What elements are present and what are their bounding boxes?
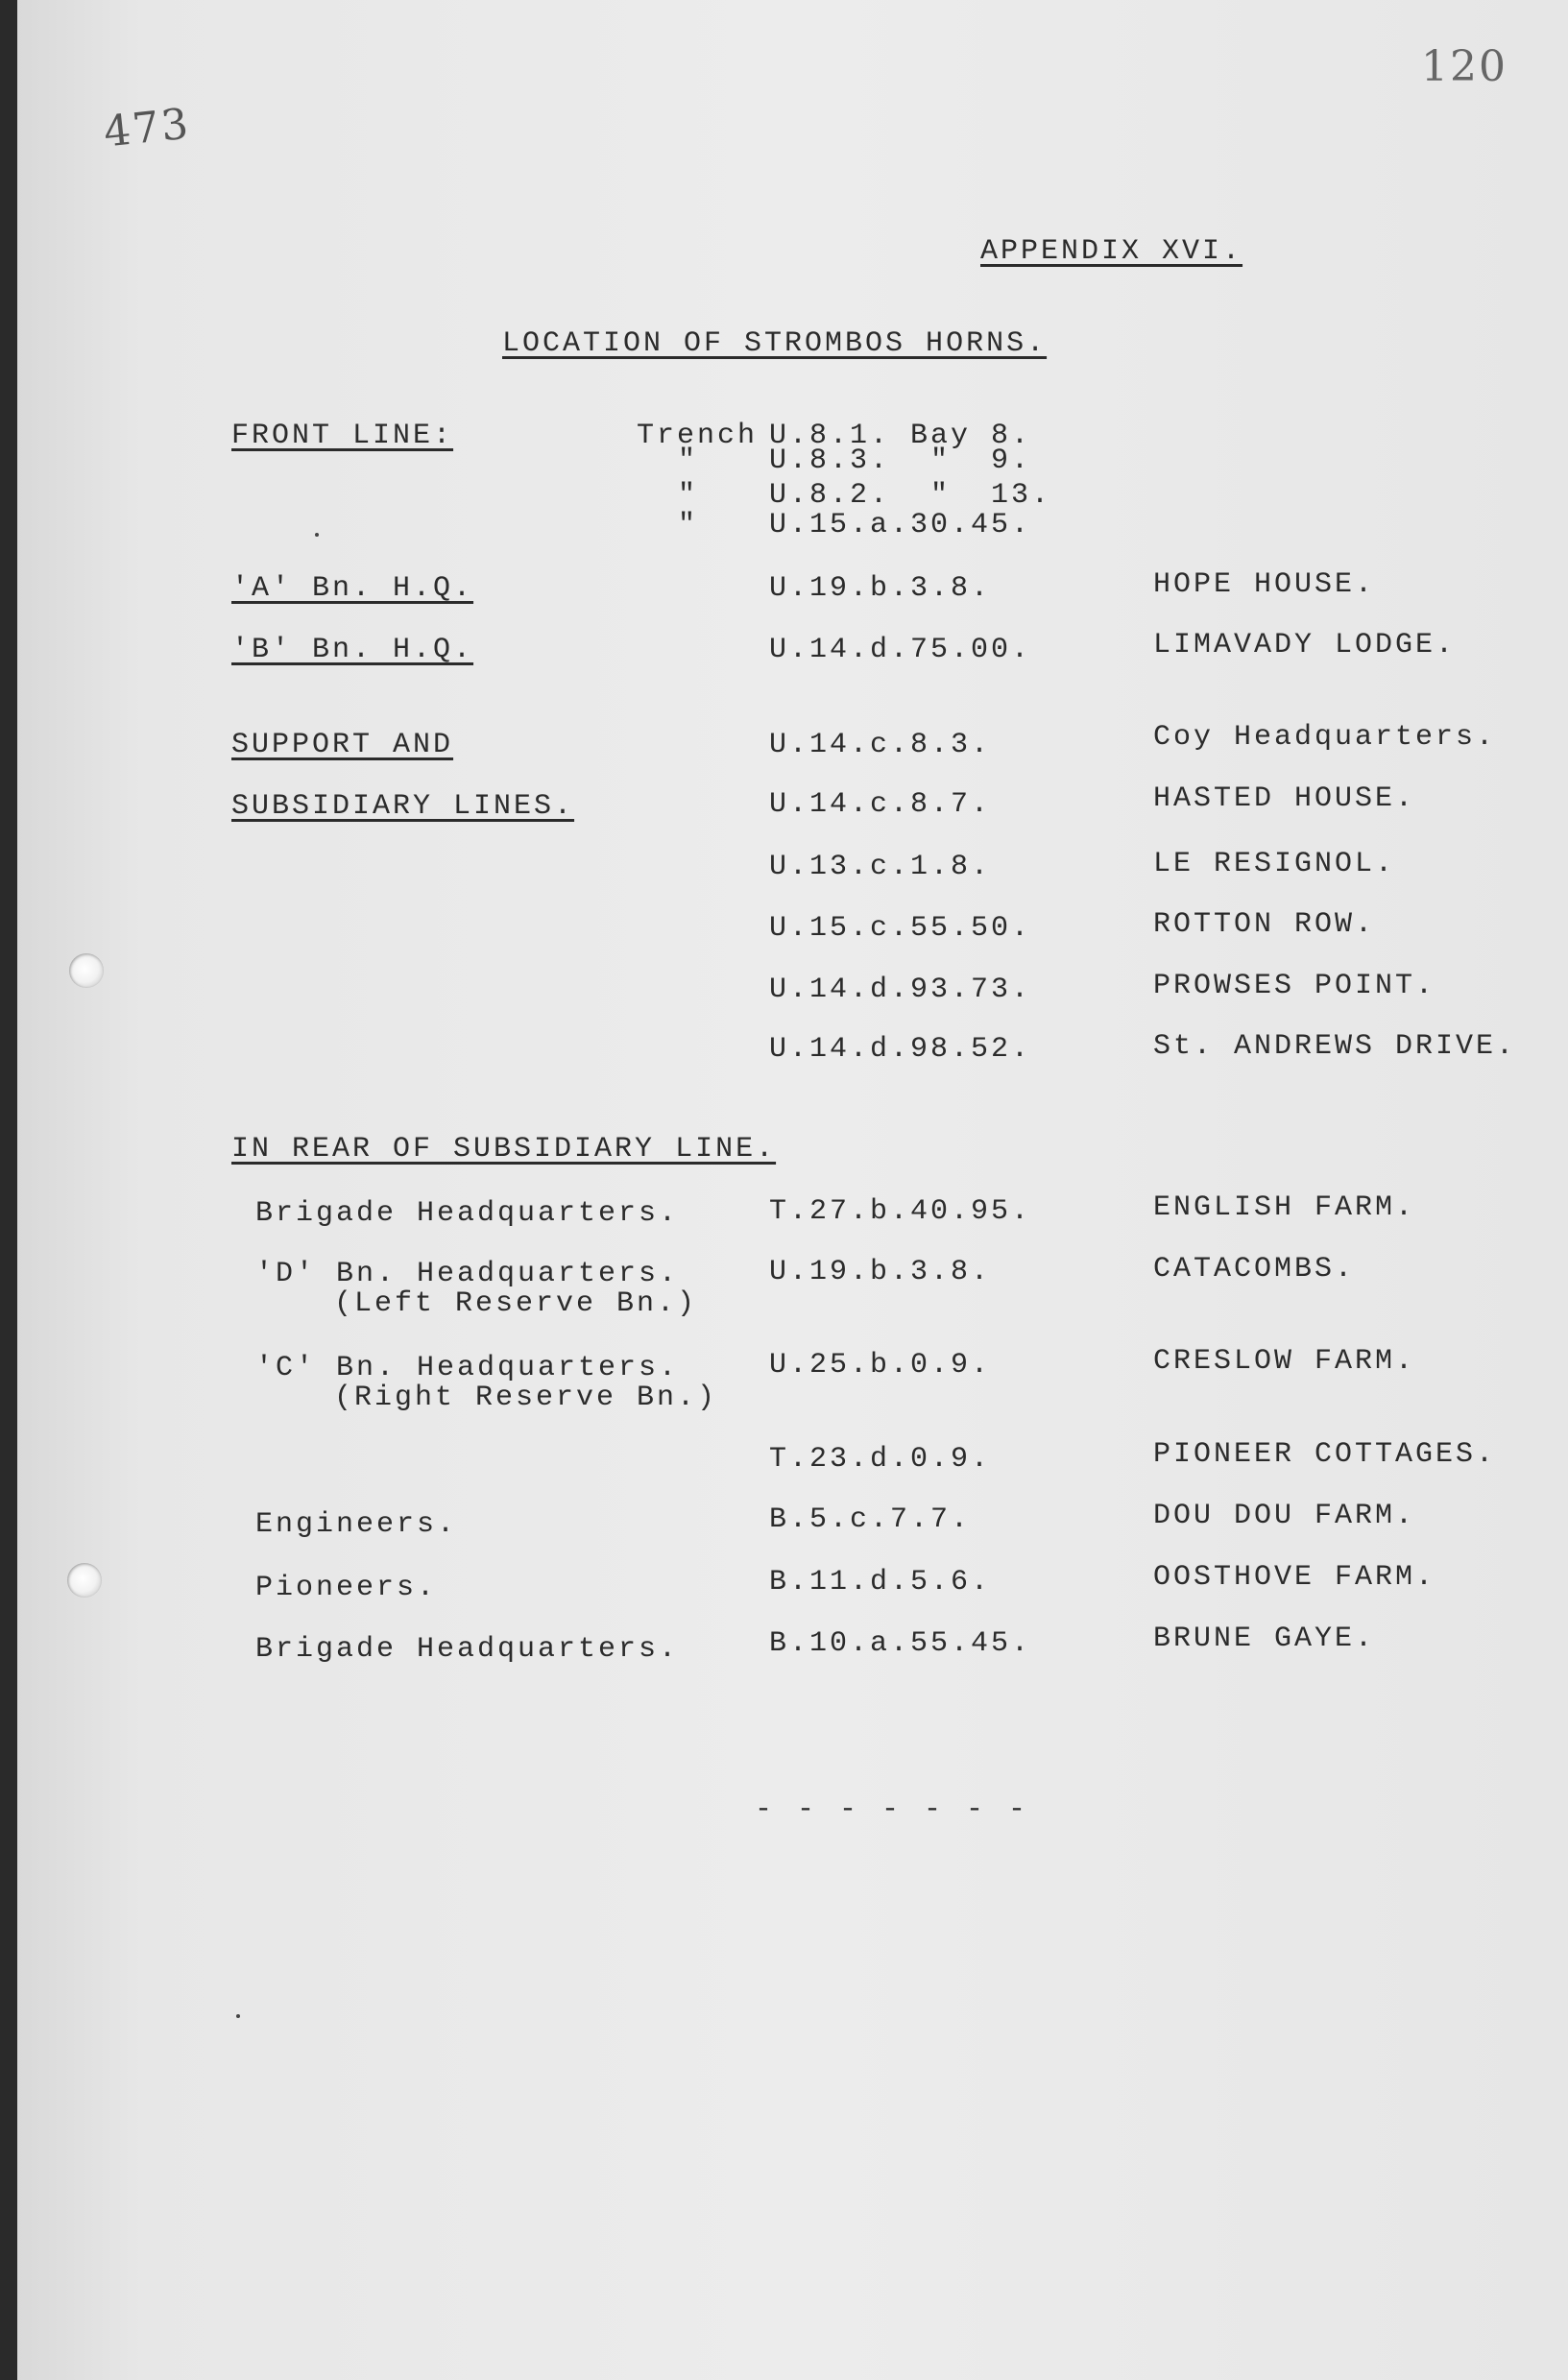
support-ref: U.14.c.8.7.: [769, 788, 992, 821]
support-location: HASTED HOUSE.: [1153, 782, 1416, 815]
rear-location: OOSTHOVE FARM.: [1153, 1561, 1436, 1594]
front-line-ref: U.8.3. " 9.: [769, 445, 1032, 477]
front-line-prefix: ": [678, 479, 699, 512]
support-ref: U.15.c.55.50.: [769, 912, 1032, 945]
rear-unit-label: Pioneers.: [255, 1572, 438, 1604]
rear-ref: T.27.b.40.95.: [769, 1195, 1032, 1228]
front-line-prefix: ": [678, 509, 699, 541]
appendix-title: APPENDIX XVI.: [980, 235, 1243, 268]
front-line-ref: U.8.2. " 13.: [769, 479, 1052, 512]
support-ref: U.14.d.93.73.: [769, 974, 1032, 1006]
front-line-prefix: Trench: [637, 420, 759, 452]
support-location: Coy Headquarters.: [1153, 721, 1497, 754]
bn-hq-location: HOPE HOUSE.: [1153, 568, 1376, 601]
rear-ref: B.11.d.5.6.: [769, 1566, 992, 1599]
document-heading: LOCATION OF STROMBOS HORNS.: [502, 327, 1048, 360]
rear-unit-label: Engineers.: [255, 1508, 458, 1541]
rear-ref: U.25.b.0.9.: [769, 1349, 992, 1382]
stray-mark: [236, 2014, 240, 2018]
front-line-prefix: ": [678, 445, 699, 477]
rear-location: BRUNE GAYE.: [1153, 1623, 1376, 1655]
rear-location: CATACOMBS.: [1153, 1253, 1356, 1286]
support-label: SUBSIDIARY LINES.: [231, 790, 575, 823]
rear-label: IN REAR OF SUBSIDIARY LINE.: [231, 1133, 777, 1166]
page-number: 120: [1421, 42, 1508, 91]
rear-location: DOU DOU FARM.: [1153, 1500, 1416, 1532]
rear-ref: U.19.b.3.8.: [769, 1256, 992, 1288]
rear-ref: B.5.c.7.7.: [769, 1503, 972, 1536]
bn-hq-ref: U.14.d.75.00.: [769, 634, 1032, 666]
bn-hq-label: 'B' Bn. H.Q.: [231, 634, 474, 666]
support-ref: U.14.d.98.52.: [769, 1033, 1032, 1066]
rear-unit-label: Brigade Headquarters.: [255, 1197, 680, 1230]
rear-unit-label: Brigade Headquarters.: [255, 1633, 680, 1666]
bn-hq-ref: U.19.b.3.8.: [769, 572, 992, 605]
front-line-ref: U.15.a.30.45.: [769, 509, 1032, 541]
bn-hq-label: 'A' Bn. H.Q.: [231, 572, 474, 605]
support-location: St. ANDREWS DRIVE.: [1153, 1030, 1517, 1063]
rear-ref: T.23.d.0.9.: [769, 1443, 992, 1476]
rear-unit-label: 'D' Bn. Headquarters.: [255, 1258, 680, 1290]
support-ref: U.14.c.8.3.: [769, 729, 992, 761]
support-label: SUPPORT AND: [231, 729, 454, 761]
punch-hole: [69, 953, 104, 988]
support-location: PROWSES POINT.: [1153, 970, 1436, 1002]
rear-ref: B.10.a.55.45.: [769, 1627, 1032, 1660]
punch-hole: [67, 1563, 102, 1598]
front-line-label: FRONT LINE:: [231, 420, 454, 452]
rear-location: ENGLISH FARM.: [1153, 1191, 1416, 1224]
front-line-ref: U.8.1. Bay 8.: [769, 420, 1032, 452]
end-mark: - - - - - - -: [755, 1793, 1030, 1826]
rear-location: CRESLOW FARM.: [1153, 1345, 1416, 1378]
support-location: ROTTON ROW.: [1153, 908, 1376, 941]
rear-location: PIONEER COTTAGES.: [1153, 1438, 1497, 1471]
support-ref: U.13.c.1.8.: [769, 851, 992, 883]
bn-hq-location: LIMAVADY LODGE.: [1153, 629, 1457, 661]
rear-unit-label: 'C' Bn. Headquarters.: [255, 1352, 680, 1384]
document-page: [17, 0, 1568, 2380]
rear-unit-sublabel: (Right Reserve Bn.): [334, 1382, 718, 1414]
support-location: LE RESIGNOL.: [1153, 848, 1396, 880]
handwritten-folio-number: 473: [101, 99, 193, 157]
stray-mark: [315, 533, 319, 537]
rear-unit-sublabel: (Left Reserve Bn.): [334, 1287, 698, 1320]
